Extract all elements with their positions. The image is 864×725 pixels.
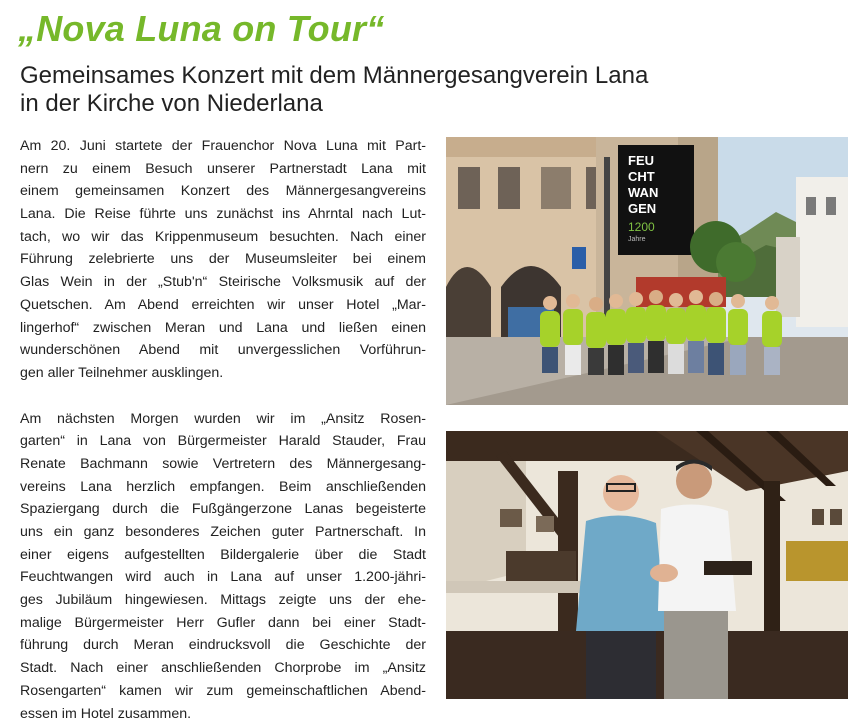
text-line: wunderschönen Abend mit unvergesslichen Vorführun- — [20, 339, 426, 362]
subheadline-line: in der Kirche von Niederlana — [20, 90, 850, 118]
subheadline-line: Gemeinsames Konzert mit dem Männergesangverein Lana — [20, 62, 850, 90]
text-line: Stadt. Nach einer anschließenden Chorprobe im „Ansitz — [20, 657, 426, 680]
sign-sub: Jahre — [628, 236, 646, 243]
text-line: Lana. Die Reise führte uns zunächst ins Ahrntal nach Lut- — [20, 203, 426, 226]
text-line: vereins Lana herzlich empfangen. Beim anschließenden — [20, 476, 426, 499]
text-line: Quetschen. Am Abend erreichten wir unser Hotel „Mar- — [20, 294, 426, 317]
text-line: Rosengarten“ kamen wir zum gemeinschaftlichen Abend- — [20, 680, 426, 703]
text-line: Am 20. Juni startete der Frauenchor Nova Luna mit Part- — [20, 135, 426, 158]
paragraph-1 — [20, 135, 426, 385]
text-line: ges Jubiläum hingewiesen. Mittags zeigte uns der ehe- — [20, 589, 426, 612]
text-line: garten“ in Lana von Bürgermeister Harald Stauder, Frau — [20, 430, 426, 453]
text-line: malige Bürgermeister Herr Gufler dann bei einer Stadt- — [20, 612, 426, 635]
group-photo — [446, 137, 848, 405]
text-line: essen im Hotel zusammen. — [20, 703, 426, 725]
text-line: Renate Bachmann sowie Vertretern des Männergesang- — [20, 453, 426, 476]
text-line: uns ein ganz besonderes Zeichen guter Partnerschaft. In — [20, 521, 426, 544]
text-line: lingerhof“ zwischen Meran und Lana und ließen einen — [20, 317, 426, 340]
text-line: Glas Wein in der „Stub'n“ Steirische Volksmusik auf der — [20, 271, 426, 294]
text-line: tach, wo wir das Krippenmuseum besuchten. Nach einer — [20, 226, 426, 249]
sign-text: GEN — [628, 201, 656, 216]
article-body — [20, 135, 426, 725]
sign-text: WAN — [628, 185, 658, 200]
text-line: einer eigens aufgestellten Bildergalerie über die Stadt — [20, 544, 426, 567]
paragraph-2 — [20, 408, 426, 725]
text-line: Führung zelebrierte uns der Museumsleiter bei einem — [20, 248, 426, 271]
sign-year: 1200 — [628, 220, 655, 234]
group-photo-illustration — [446, 137, 848, 405]
text-line: gen aller Teilnehmer ausklingen. — [20, 362, 426, 385]
text-line: Spaziergang durch die Fußgängerzone Lanas begeisterte — [20, 498, 426, 521]
handshake-photo — [446, 431, 848, 699]
text-line: Am nächsten Morgen wurden wir im „Ansitz Rosen- — [20, 408, 426, 431]
sign-text: FEU — [628, 153, 654, 168]
handshake-photo-illustration — [446, 431, 848, 699]
text-line: einem gemeinsamen Konzert des Männergesangvereins — [20, 180, 426, 203]
text-line: nern zu einem Besuch unserer Partnerstadt Lana mit — [20, 158, 426, 181]
sign-text: CHT — [628, 169, 655, 184]
article-headline: „Nova Luna on Tour“ — [18, 8, 384, 50]
text-line: führung durch Meran eindrucksvoll die Geschichte der — [20, 634, 426, 657]
article-subheadline — [20, 62, 850, 118]
text-line: Feuchtwangen wird auch in Lana auf unser 1.200-jähri- — [20, 566, 426, 589]
